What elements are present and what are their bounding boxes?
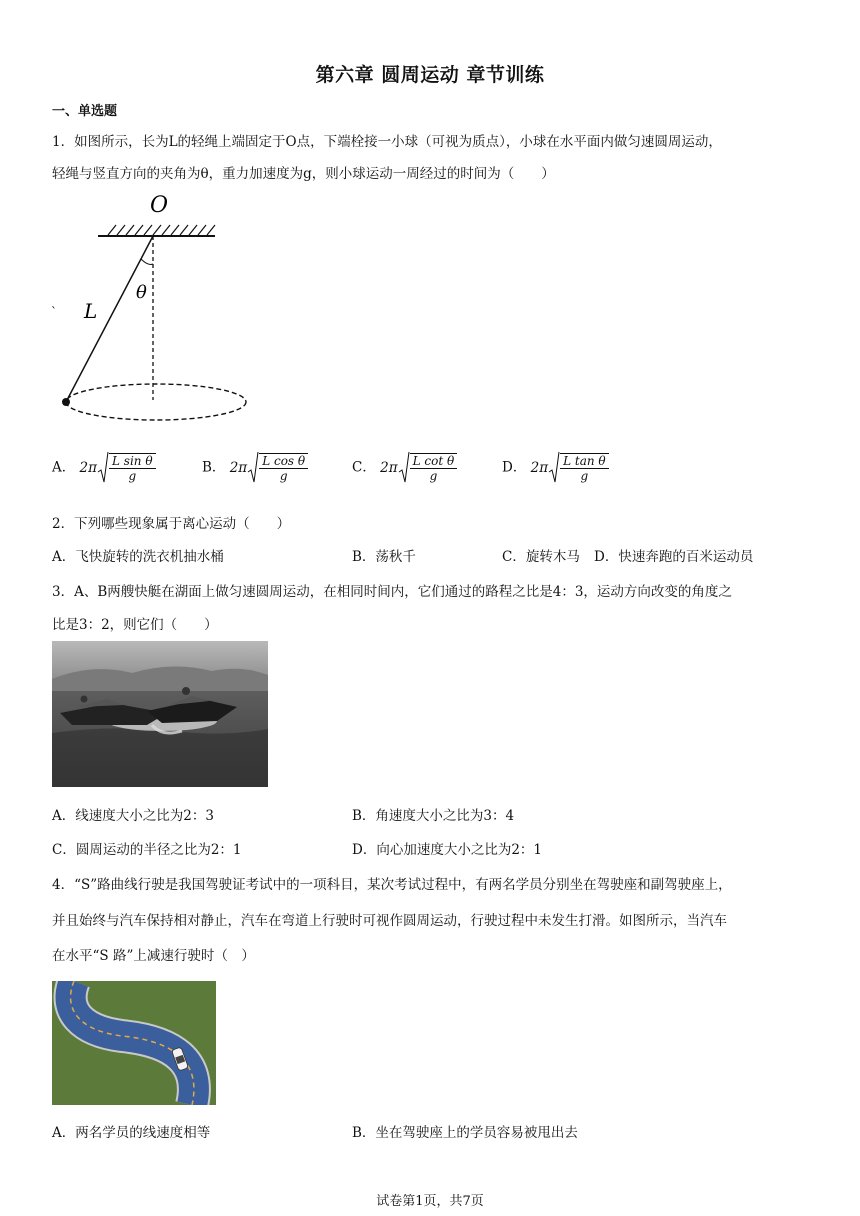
formula-numerator: L cos θ bbox=[262, 454, 306, 468]
section-heading: 一、单选题 bbox=[52, 104, 118, 119]
formula-denominator: g bbox=[279, 469, 288, 483]
formula bbox=[531, 450, 609, 486]
option-label: D． bbox=[502, 459, 527, 476]
circular-path bbox=[66, 384, 246, 420]
formula-denominator: g bbox=[128, 469, 137, 483]
q1-option-b[interactable] bbox=[202, 450, 308, 486]
formula-prefix: 2π bbox=[380, 460, 398, 476]
q2-option-b[interactable]: B．荡秋千 bbox=[352, 549, 416, 565]
page-footer: 试卷第1页，共7页 bbox=[376, 1194, 484, 1209]
length-label: L bbox=[84, 299, 98, 323]
q4-option-b[interactable]: B．坐在驾驶座上的学员容易被甩出去 bbox=[352, 1125, 578, 1141]
q1-text-line1: 1．如图所示，长为L的轻绳上端固定于O点，下端栓接一小球（可视为质点），小球在水平面内做匀速圆周运动， bbox=[52, 134, 722, 150]
conical-pendulum-figure bbox=[50, 188, 260, 423]
sqrt-sign bbox=[398, 450, 410, 486]
q2-option-c[interactable]: C．旋转木马 bbox=[502, 549, 580, 565]
formula-denominator: g bbox=[429, 469, 438, 483]
sqrt-sign bbox=[548, 450, 560, 486]
option-label: A． bbox=[52, 459, 76, 476]
q3-option-a[interactable]: A．线速度大小之比为2：3 bbox=[52, 808, 214, 824]
formula-numerator: L cot θ bbox=[412, 454, 455, 468]
angle-arc bbox=[141, 259, 153, 264]
q1-option-c[interactable] bbox=[352, 450, 457, 486]
option-label: C． bbox=[352, 459, 376, 476]
q4-text-line2: 并且始终与汽车保持相对静止，汽车在弯道上行驶时可视作圆周运动，行驶过程中未发生打滑。如图所示，当汽车 bbox=[52, 913, 727, 929]
q3-text-line1: 3．A、B两艘快艇在湖面上做匀速圆周运动，在相同时间内，它们通过的路程之比是4：3，运动方向改变的角度之 bbox=[52, 584, 732, 600]
ball bbox=[62, 398, 70, 406]
q3-option-b[interactable]: B．角速度大小之比为3：4 bbox=[352, 808, 515, 824]
formula-numerator: L tan θ bbox=[563, 454, 606, 468]
sqrt-sign bbox=[97, 450, 109, 486]
formula-prefix: 2π bbox=[530, 460, 549, 476]
s-road-image bbox=[52, 981, 216, 1105]
formula-denominator: g bbox=[580, 469, 589, 483]
q1-option-a[interactable] bbox=[52, 450, 156, 486]
sqrt-sign bbox=[247, 450, 259, 486]
q2-option-d[interactable]: D．快速奔跑的百米运动员 bbox=[594, 549, 754, 565]
q1-option-d[interactable] bbox=[502, 450, 609, 486]
speedboats-photo bbox=[52, 641, 268, 787]
stray-mark: ` bbox=[51, 305, 57, 319]
q2-option-a[interactable]: A．飞快旋转的洗衣机抽水桶 bbox=[52, 549, 224, 565]
point-o-label: O bbox=[150, 193, 169, 218]
formula-prefix: 2π bbox=[79, 460, 98, 476]
q1-text-line2: 轻绳与竖直方向的夹角为θ，重力加速度为g，则小球运动一周经过的时间为（ ） bbox=[52, 166, 555, 182]
q3-text-line2: 比是3：2，则它们（ ） bbox=[52, 617, 218, 633]
string-line bbox=[66, 236, 153, 402]
q3-option-d[interactable]: D．向心加速度大小之比为2：1 bbox=[352, 842, 543, 858]
q4-option-a[interactable]: A．两名学员的线速度相等 bbox=[52, 1125, 211, 1141]
formula bbox=[380, 450, 457, 486]
theta-label: θ bbox=[136, 282, 147, 303]
formula-prefix: 2π bbox=[229, 460, 248, 476]
page-title: 第六章 圆周运动 章节训练 bbox=[315, 64, 545, 86]
option-label: B． bbox=[202, 459, 226, 476]
q4-text-line3: 在水平“S 路”上减速行驶时（ ） bbox=[52, 948, 255, 964]
formula-numerator: L sin θ bbox=[112, 454, 153, 468]
formula bbox=[230, 450, 308, 486]
formula bbox=[80, 450, 156, 486]
q4-text-line1: 4．“S”路曲线行驶是我国驾驶证考试中的一项科目，某次考试过程中，有两名学员分别坐在驾驶座和副驾驶座上， bbox=[52, 877, 732, 893]
q3-option-c[interactable]: C．圆周运动的半径之比为2：1 bbox=[52, 842, 242, 858]
q2-text: 2．下列哪些现象属于离心运动（ ） bbox=[52, 516, 291, 532]
ceiling-hatch bbox=[108, 225, 215, 235]
